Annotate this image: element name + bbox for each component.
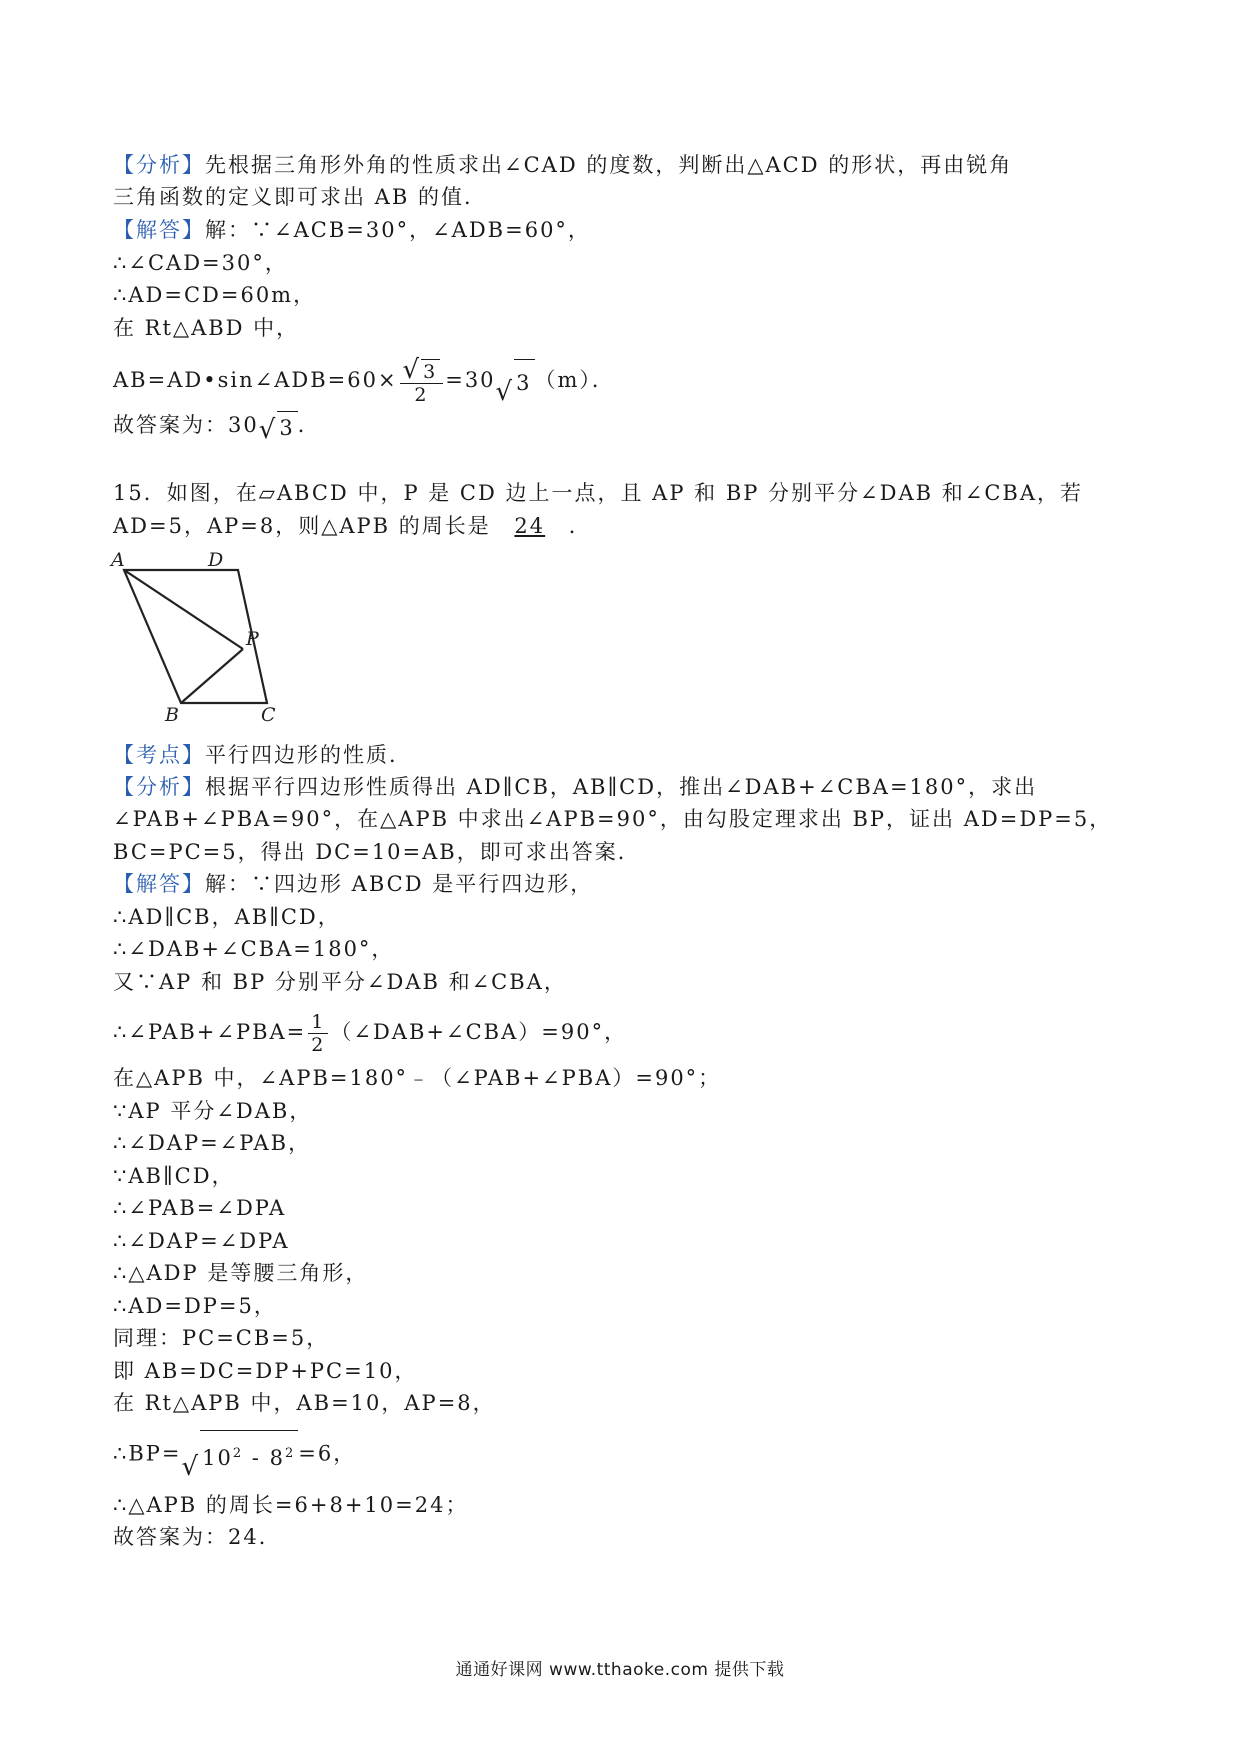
step-line: ∴AD=DP=5， bbox=[113, 1294, 277, 1318]
step-line: 又∵AP 和 BP 分别平分∠DAB 和∠CBA， bbox=[113, 970, 567, 994]
step-line: ∵AB∥CD， bbox=[113, 1164, 235, 1188]
kaodian-tag: 【考点】 bbox=[113, 743, 205, 767]
analysis-tag: 【分析】 bbox=[113, 775, 205, 799]
sqrt-expression: √ 3 bbox=[259, 411, 298, 443]
label-c: C bbox=[261, 704, 276, 725]
analysis-line-1 bbox=[113, 150, 1128, 180]
label-d: D bbox=[208, 549, 224, 571]
formula-line bbox=[113, 357, 1128, 406]
answer-line: 【解答】解：∵四边形 ABCD 是平行四边形， bbox=[113, 872, 594, 896]
step-line: ∵AP 平分∠DAB， bbox=[113, 1099, 313, 1123]
final-answer-line: 故答案为：24． bbox=[113, 1525, 282, 1549]
label-p: P bbox=[246, 628, 259, 650]
step-line: 在 Rt△ABD 中， bbox=[113, 316, 300, 340]
question-15-line-1: 15．如图，在▱ABCD 中，P 是 CD 边上一点，且 AP 和 BP 分别平分∠DAB 和∠CBA，若 bbox=[113, 481, 1084, 505]
segment-bp bbox=[181, 649, 243, 703]
answer-tag: 【解答】 bbox=[113, 872, 205, 896]
step-line: ∴△ADP 是等腰三角形， bbox=[113, 1261, 369, 1285]
sqrt-step-line: ∴BP= √ $10^2 - 8^2$ =6， bbox=[113, 1430, 1128, 1480]
analysis-tag: 【分析】 bbox=[113, 153, 205, 177]
step-line: ∴∠DAB+∠CBA=180°， bbox=[113, 937, 395, 961]
formula-equals: =30 bbox=[445, 368, 496, 392]
analysis-line: ∠PAB+∠PBA=90°，在△APB 中求出∠APB=90°，由勾股定理求出 BP，证出 AD=DP=5， bbox=[113, 807, 1113, 831]
step-line: 在 Rt△APB 中，AB=10，AP=8， bbox=[113, 1391, 496, 1415]
step-line: ∴∠PAB=∠DPA bbox=[113, 1196, 287, 1220]
formula-prefix: AB=AD•sin∠ADB=60× bbox=[113, 368, 398, 392]
fraction-denominator: 2 bbox=[414, 384, 429, 406]
step-line: ∴AD=CD=60m， bbox=[113, 283, 317, 307]
step-line: 即 AB=DC=DP+PC=10， bbox=[113, 1359, 418, 1383]
answer-text-1: 解：∵∠ACB=30°，∠ADB=60°， bbox=[205, 218, 591, 242]
step-line: ∴△APB 的周长=6+8+10=24； bbox=[113, 1493, 469, 1517]
answer-tag: 【解答】 bbox=[113, 218, 205, 242]
step-line: ∴AD∥CB，AB∥CD， bbox=[113, 905, 341, 929]
analysis-text-1: 先根据三角形外角的性质求出∠CAD 的度数，判断出△ACD 的形状，再由锐角 bbox=[205, 153, 1013, 177]
label-a: A bbox=[111, 549, 125, 571]
answer-line-1 bbox=[113, 215, 1128, 245]
analysis-line-2: 三角函数的定义即可求出 AB 的值． bbox=[113, 185, 487, 209]
sqrt-expression: √ $10^2 - 8^2$ bbox=[182, 1430, 299, 1480]
step-line: 在△APB 中，∠APB=180°﹣（∠PAB+∠PBA）=90°； bbox=[113, 1066, 722, 1090]
fraction-step-line: ∴∠PAB+∠PBA= $\frac{1}{2}$ （∠DAB+∠CBA）=90°， bbox=[113, 1011, 628, 1056]
analysis-line: 【分析】根据平行四边形性质得出 AD∥CB，AB∥CD，推出∠DAB+∠CBA=180°，求出 bbox=[113, 775, 1038, 799]
fraction-numerator: 3 bbox=[421, 359, 440, 383]
parallelogram-figure bbox=[108, 545, 288, 725]
step-line: ∴∠DAP=∠DPA bbox=[113, 1229, 290, 1253]
fraction: √ 3 2 bbox=[400, 357, 444, 406]
sqrt-expression: √ 3 bbox=[496, 359, 535, 405]
label-b: B bbox=[165, 704, 179, 725]
step-line: ∴∠CAD=30°， bbox=[113, 251, 288, 275]
kaodian-line: 【考点】平行四边形的性质． bbox=[113, 743, 412, 767]
final-answer-line: 故答案为：30 √ 3 ． bbox=[113, 410, 1128, 443]
answer-blank: 24 bbox=[514, 514, 546, 538]
formula-unit: （m）． bbox=[534, 368, 615, 392]
question-15-line-2: AD=5，AP=8，则△APB 的周长是 24 ． bbox=[113, 511, 1128, 541]
analysis-line: BC=PC=5，得出 DC=10=AB，即可求出答案． bbox=[113, 840, 641, 864]
step-line: 同理：PC=CB=5， bbox=[113, 1326, 330, 1350]
step-line: ∴∠DAP=∠PAB， bbox=[113, 1131, 312, 1155]
page-footer: 通通好课网 www.tthaoke.com 提供下载 bbox=[455, 1660, 785, 1680]
fraction: $\frac{1}{2}$ bbox=[308, 1011, 328, 1056]
